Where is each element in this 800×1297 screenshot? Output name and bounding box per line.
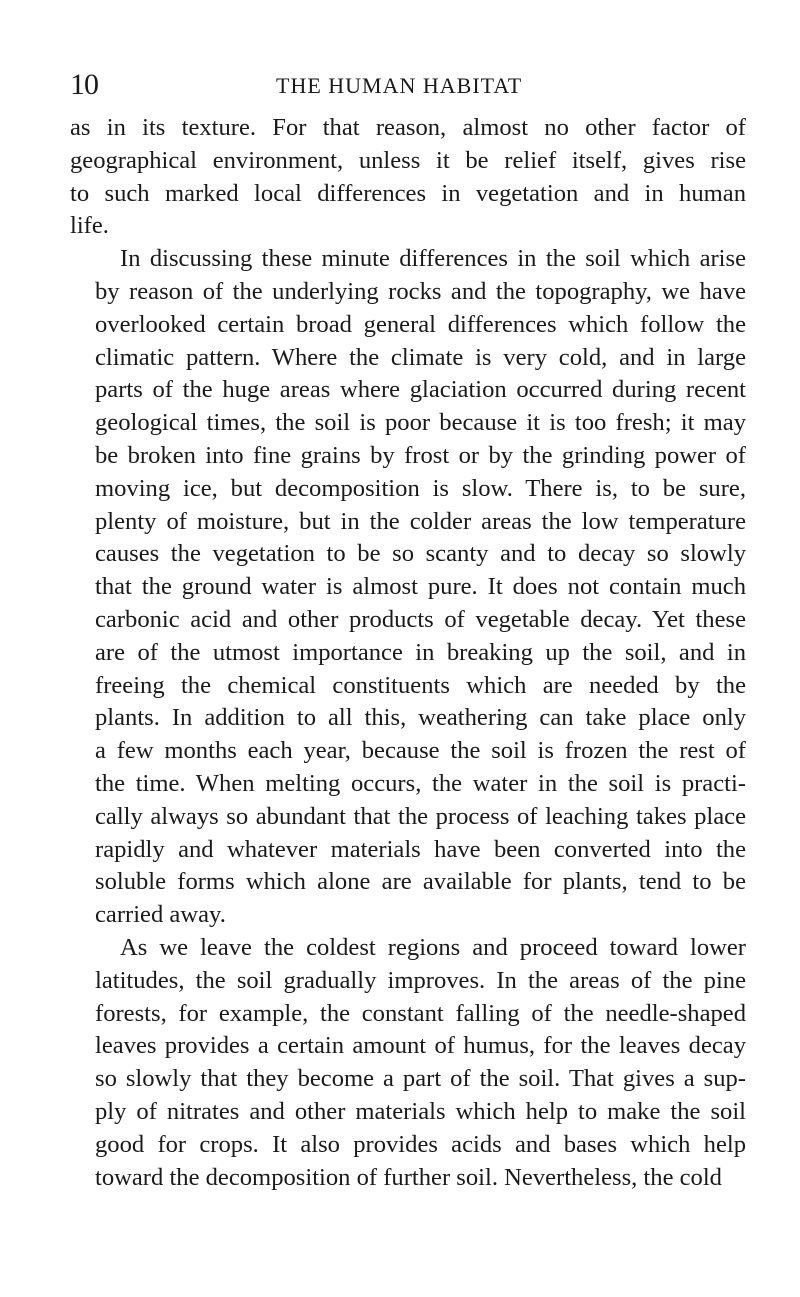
paragraph xyxy=(70,112,746,243)
text-line: life. xyxy=(70,212,109,240)
text-line: as in its texture. For that reason, almost no other factor of xyxy=(70,114,746,141)
text-line: cally always so abundant that the process of leaching takes place xyxy=(95,802,746,830)
paragraph xyxy=(70,243,746,932)
text-line: In discussing these minute differences in the soil which arise xyxy=(120,245,746,273)
page-header xyxy=(70,68,750,108)
text-line: be broken into fine grains by frost or by the grinding power of xyxy=(95,441,746,469)
text-line: plants. In addition to all this, weathering can take place only xyxy=(95,704,746,732)
text-line: carried away. xyxy=(95,901,226,929)
body-text xyxy=(70,112,746,1194)
text-line: leaves provides a certain amount of humus, for the leaves decay xyxy=(95,1032,746,1060)
text-line: toward the decomposition of further soil. Nevertheless, the cold xyxy=(95,1163,722,1191)
page-number: 10 xyxy=(70,68,98,101)
text-line: that the ground water is almost pure. It does not contain much xyxy=(95,573,746,601)
text-line: geographical environment, unless it be relief itself, gives rise xyxy=(70,146,746,174)
running-title: THE HUMAN HABITAT xyxy=(276,73,523,98)
text-line: forests, for example, the constant falling of the needle-shaped xyxy=(95,999,746,1027)
text-line: parts of the huge areas where glaciation occurred during recent xyxy=(95,376,746,404)
text-line: plenty of moisture, but in the colder areas the low temperature xyxy=(95,507,746,535)
text-line: overlooked certain broad general differences which follow the xyxy=(95,310,746,338)
text-line: As we leave the coldest regions and proceed toward lower xyxy=(120,933,746,961)
text-line: ply of nitrates and other materials which help to make the soil xyxy=(95,1097,746,1125)
text-line: causes the vegetation to be so scanty and to decay so slowly xyxy=(95,540,746,568)
text-line: rapidly and whatever materials have been converted into the xyxy=(95,835,746,863)
text-line: the time. When melting occurs, the water in the soil is practi- xyxy=(95,769,746,797)
text-line: to such marked local differences in vegetation and in human xyxy=(70,179,746,207)
text-line: by reason of the underlying rocks and the topography, we have xyxy=(95,277,746,305)
text-line: good for crops. It also provides acids and bases which help xyxy=(95,1130,746,1158)
paragraph xyxy=(70,932,746,1194)
text-line: are of the utmost importance in breaking up the soil, and in xyxy=(95,638,746,666)
text-line: soluble forms which alone are available for plants, tend to be xyxy=(95,868,746,896)
text-line: freeing the chemical constituents which are needed by the xyxy=(95,671,746,699)
text-line: so slowly that they become a part of the soil. That gives a sup- xyxy=(95,1065,746,1093)
text-line: moving ice, but decomposition is slow. There is, to be sure, xyxy=(95,474,746,502)
text-line: latitudes, the soil gradually improves. In the areas of the pine xyxy=(95,966,746,994)
text-line: carbonic acid and other products of vegetable decay. Yet these xyxy=(95,605,746,633)
text-line: a few months each year, because the soil is frozen the rest of xyxy=(95,737,746,765)
text-line: climatic pattern. Where the climate is very cold, and in large xyxy=(95,343,746,371)
text-line: geological times, the soil is poor because it is too fresh; it may xyxy=(95,409,746,437)
